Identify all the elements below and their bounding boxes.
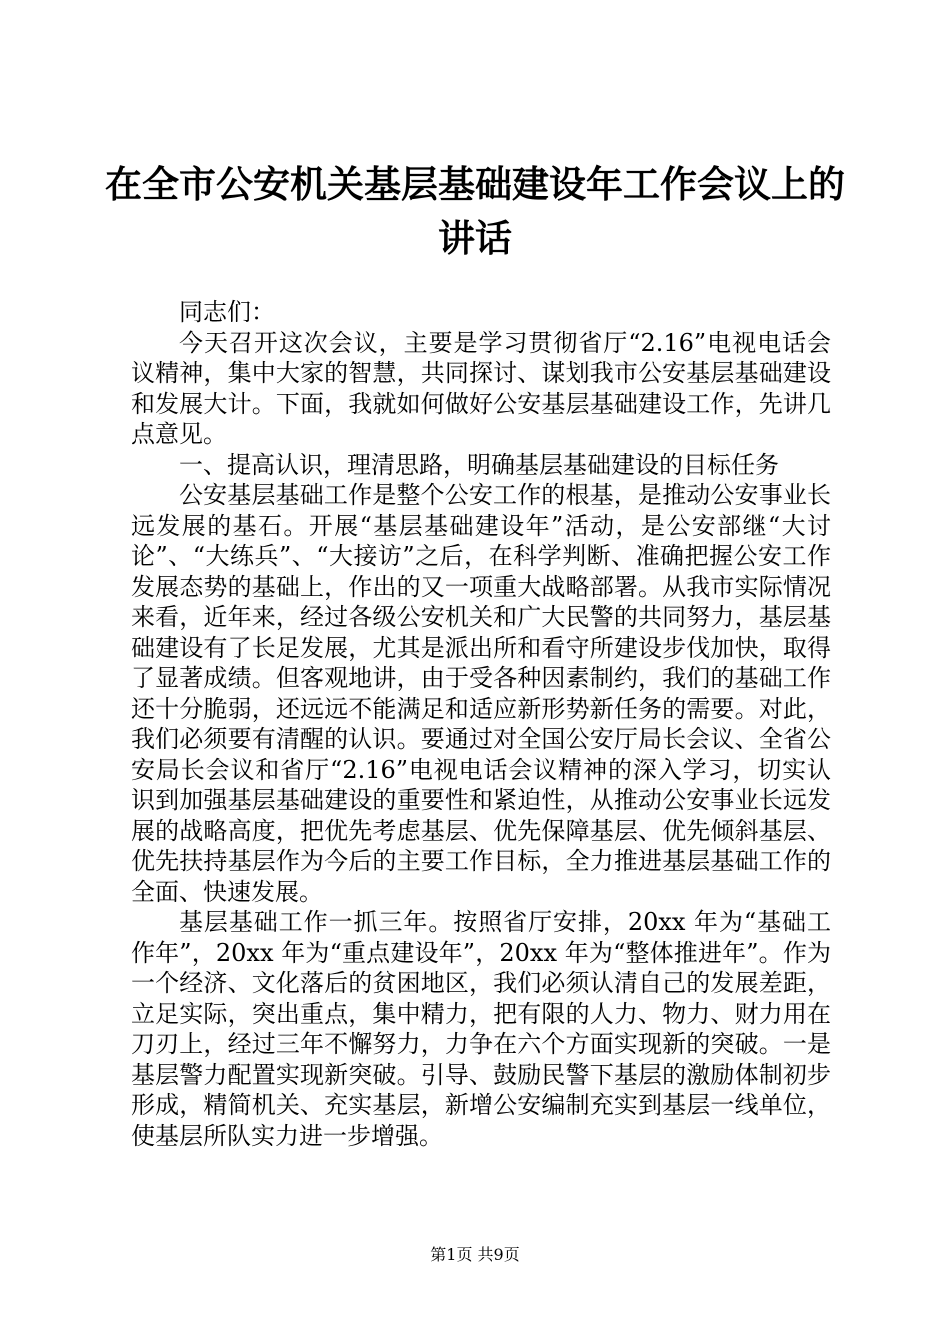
document-title — [90, 158, 860, 266]
section-heading-1: 一、提高认识，理清思路，明确基层基础建设的目标任务 — [179, 450, 779, 479]
salutation: 同志们： — [179, 298, 275, 326]
paragraph-body-2: 基层基础工作一抓三年。按照省厅安排，20xx 年为“基础工作年”，20xx 年为“重点建设年”，20xx 年为“整体推进年”。作为一个经济、文化落后的贫困地区，我们必须认清自己的发展差距，立足实际，突出重点，集中精力，把有限的人力、物力、财力用在刀刃上，经过三年不懈努力，力争在六个方面实现新的突破。一是基层警力配置实现新突破。引导、鼓励民警下基层的激励体制初步形成，精简机关、充实基层，新增公安编制充实到基层一线单位，使基层所队实力进一步增强。 — [131, 908, 831, 1150]
title-line-1: 在全市公安机关基层基础建设年工作会议上的 — [105, 163, 845, 206]
document-body — [131, 297, 831, 1151]
title-line-2: 讲话 — [438, 217, 512, 260]
page-footer: 第1页 共9页 — [430, 1245, 520, 1264]
paragraph-intro: 今天召开这次会议，主要是学习贯彻省厅“2.16”电视电话会议精神，集中大家的智慧，共同探讨、谋划我市公安基层基础建设和发展大计。下面，我就如何做好公安基层基础建设工作，先讲几点意见。 — [131, 328, 831, 448]
paragraph-body-1: 公安基层基础工作是整个公安工作的根基，是推动公安事业长远发展的基石。开展“基层基础建设年”活动，是公安部继“大讨论”、“大练兵”、“大接访”之后，在科学判断、准确把握公安工作发展态势的基础上，作出的又一项重大战略部署。从我市实际情况来看，近年来，经过各级公安机关和广大民警的共同努力，基层基础建设有了长足发展，尤其是派出所和看守所建设步伐加快，取得了显著成绩。但客观地讲，由于受各种因素制约，我们的基础工作还十分脆弱，还远远不能满足和适应新形势新任务的需要。对此，我们必须要有清醒的认识。要通过对全国公安厅局长会议、全省公安局长会议和省厅“2.16”电视电话会议精神的深入学习，切实认识到加强基层基础建设的重要性和紧迫性，从推动公安事业长远发展的战略高度，把优先考虑基层、优先保障基层、优先倾斜基层、优先扶持基层作为今后的主要工作目标，全力推进基层基础工作的全面、快速发展。 — [131, 481, 831, 906]
